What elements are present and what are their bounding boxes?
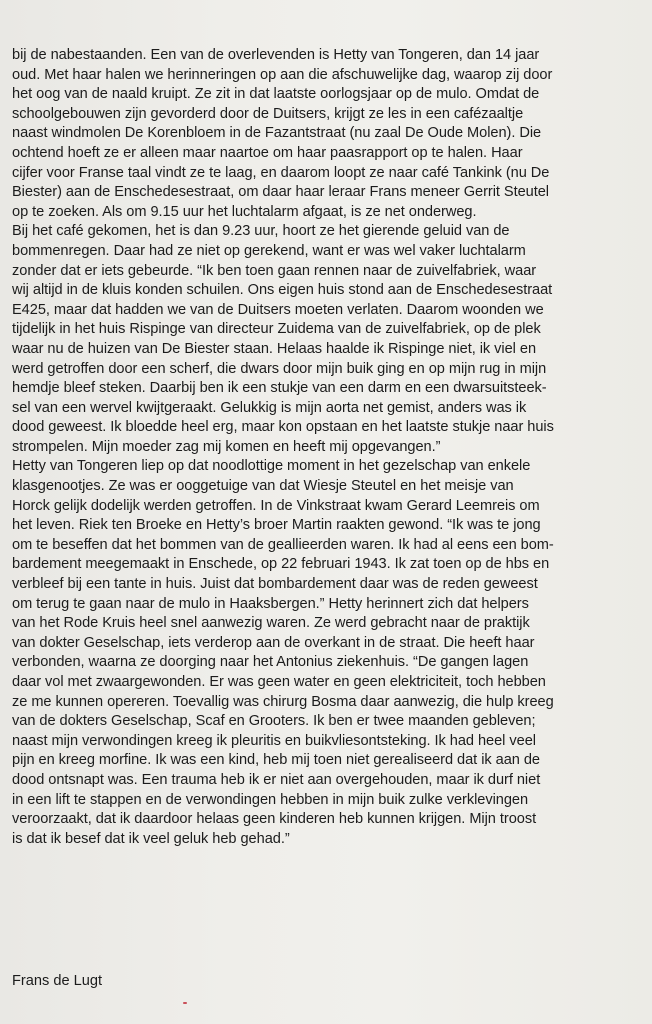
paragraph: Hetty van Tongeren liep op dat noodlottige moment in het gezelschap van enkele klasgenootjes. Ze was er ooggetuige van dat Wiesje Steutel en het meisje van Horck gelijk dodelijk werden getroffen. In de Vinkstraat kwam Gerard Leemreis om het leven. Riek ten Broeke en Hetty’s broer Martin raakten gewond. “Ik was te jong om te beseffen dat het bommen van de geallieerden waren. Ik had al eens een bom- bardement meegemaakt in Enschede, op 22 februari 1943. Ik zat toen op de hbs en verbleef bij een tante in huis. Juist dat bombardement daar was de reden geweest om terug te gaan naar de mulo in Haaksbergen.” Hetty herinnert zich dat helpers van het Rode Kruis heel snel aanwezig waren. Ze werd gebracht naar de praktijk van dokter Geselschap, iets verderop aan de overkant in de straat. Die heeft haar verbonden, waarna ze doorging naar het Antonius ziekenhuis. “De gangen lagen daar vol met zwaargewonden. Er was geen water en geen elektriciteit, toch hebben ze me kunnen opereren. Toevallig was chirurg Bosma daar aanwezig, die hulp kreeg van de dokters Geselschap, Scaf en Grooters. Ik ben er twee maanden gebleven; naast mijn verwondingen kreeg ik pleuritis en buikvliesontsteking. Ik had heel veel pijn en kreeg morfine. Ik was een kind, heb mij toen niet gerealiseerd dat ik aan de dood ontsnapt was. Een trauma heb ik er niet aan overgehouden, maar ik durf niet in een lift te stappen en de verwondingen hebben in mijn buik zulke verklevingen veroorzaakt, dat ik daardoor helaas geen kinderen heb kunnen krijgen. Mijn troost is dat ik besef dat ik veel geluk heb gehad.” — [12, 458, 554, 847]
paragraph: Bij het café gekomen, het is dan 9.23 uur, hoort ze het gierende geluid van de bommenregen. Daar had ze niet op gerekend, want er was wel vaker luchtalarm zonder dat er iets gebeurde. “Ik ben toen gaan rennen naar de zuivelfabriek, waar wij altijd in de kluis konden schuilen. Ons eigen huis stond aan de Enschedesestraat E425, maar dat hadden we van de Duitsers moeten verlaten. Daarom woonden we tijdelijk in het huis Rispinge van directeur Zuidema van de zuivelfabriek, op de plek waar nu de huizen van De Biester staan. Helaas haalde ik Rispinge niet, ik viel en werd getroffen door een scherf, die dwars door mijn buik ging en op mijn rug in mijn hemdje bleef steken. Daarbij ben ik een stukje van een darm en een dwarsuitsteek- sel van een wervel kwijtgeraakt. Gelukkig is mijn aorta net gemist, anders was ik dood geweest. Ik bloedde heel erg, maar kon opstaan en het laatste stukje naar huis strompelen. Mijn moeder zag mij komen en heeft mij opgevangen.” — [12, 223, 554, 455]
author-signature: Frans de Lugt — [12, 973, 103, 989]
paragraph: bij de nabestaanden. Een van de overlevenden is Hetty van Tongeren, dan 14 jaar oud. Met haar halen we herinneringen op aan die afschuwelijke dag, waarop zij door het oog van de naald kruipt. Ze zit in dat laatste oorlogsjaar op de mulo. Omdat de schoolgebouwen zijn gevorderd door de Duitsers, krijgt ze les in een cafézaaltje naast windmolen De Korenbloem in de Fazantstraat (nu zaal De Oude Molen). Die ochtend hoeft ze er alleen maar naartoe om haar paasrapport op te halen. Haar cijfer voor Franse taal vindt ze te laag, en daarom loopt ze naar café Tankink (nu De Biester) aan de Enschedesestraat, om daar haar leraar Frans meneer Gerrit Steutel op te zoeken. Als om 9.15 uur het luchtalarm afgaat, is ze net onderweg. — [12, 47, 553, 220]
article-body — [12, 46, 640, 849]
ink-speck — [183, 1002, 187, 1004]
